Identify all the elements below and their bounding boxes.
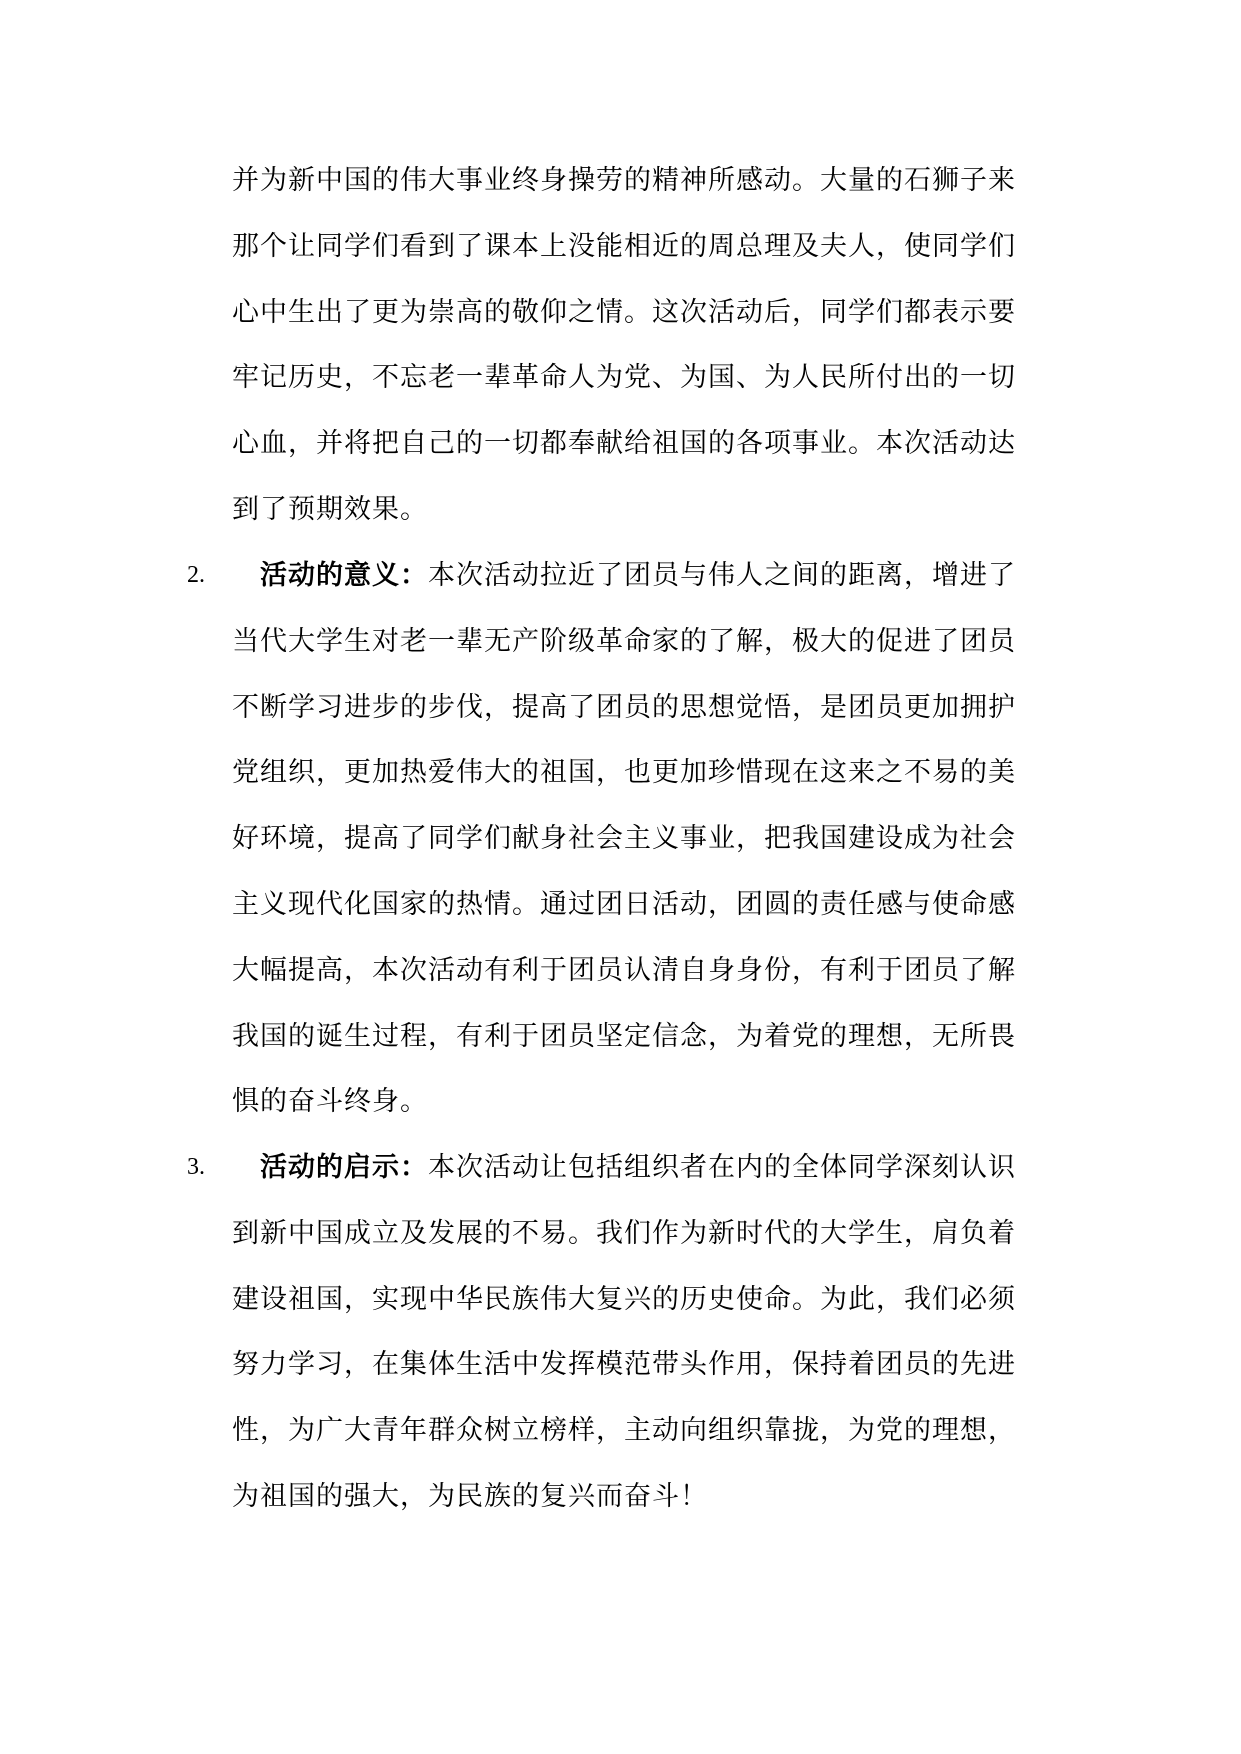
- item-3-number: 3.: [187, 1154, 205, 1180]
- item-2-line: 好环境，提高了同学们献身社会主义事业，把我国建设成为社会: [232, 823, 1016, 855]
- item-3-line: 为祖国的强大，为民族的复兴而奋斗！: [232, 1480, 708, 1512]
- item-3-line: 努力学习，在集体生活中发挥模范带头作用，保持着团员的先进: [232, 1349, 1016, 1381]
- intro-paragraph: [232, 148, 1052, 543]
- item-2-first-line: [232, 543, 1052, 609]
- item-3-first-line-text: 本次活动让包括组织者在内的全体同学深刻认识: [428, 1152, 1016, 1183]
- intro-line: 到了预期效果。: [232, 493, 428, 525]
- item-2-line: 不断学习进步的步伐，提高了团员的思想觉悟，是团员更加拥护: [232, 691, 1016, 723]
- intro-line: 心血，并将把自己的一切都奉献给祖国的各项事业。本次活动达: [232, 428, 1016, 460]
- item-2-line: 惧的奋斗终身。: [232, 1086, 428, 1118]
- intro-line: 并为新中国的伟大事业终身操劳的精神所感动。大量的石狮子来: [232, 165, 1016, 196]
- item-2-first-line-text: 本次活动拉近了团员与伟人之间的距离，增进了: [428, 560, 1016, 591]
- intro-line: 牢记历史，不忘老一辈革命人为党、为国、为人民所付出的一切: [232, 362, 1016, 394]
- item-3-paragraph: [232, 1135, 1052, 1530]
- item-3-line: 到新中国成立及发展的不易。我们作为新时代的大学生，肩负着: [232, 1217, 1016, 1249]
- intro-line: 那个让同学们看到了课本上没能相近的周总理及夫人，使同学们: [232, 230, 1016, 262]
- item-3-first-line: [232, 1135, 1052, 1201]
- item-2-line: 主义现代化国家的热情。通过团日活动，团圆的责任感与使命感: [232, 888, 1016, 920]
- intro-line: 心中生出了更为崇高的敬仰之情。这次活动后，同学们都表示要: [232, 296, 1016, 328]
- item-2-line: 我国的诞生过程，有利于团员坚定信念，为着党的理想，无所畏: [232, 1020, 1016, 1052]
- item-2-paragraph: [232, 543, 1052, 1135]
- item-3-line: 性，为广大青年群众树立榜样，主动向组织靠拢，为党的理想，: [232, 1415, 1016, 1447]
- item-3-line: 建设祖国，实现中华民族伟大复兴的历史使命。为此，我们必须: [232, 1283, 1016, 1315]
- item-2-line: 当代大学生对老一辈无产阶级革命家的了解，极大的促进了团员: [232, 625, 1016, 657]
- item-2-number: 2.: [187, 562, 205, 588]
- item-2-line: 党组织，更加热爱伟大的祖国，也更加珍惜现在这来之不易的美: [232, 757, 1016, 789]
- item-2-line: 大幅提高，本次活动有利于团员认清自身身份，有利于团员了解: [232, 954, 1016, 986]
- item-2-label: 活动的意义：: [260, 560, 428, 591]
- item-3-label: 活动的启示：: [260, 1152, 428, 1183]
